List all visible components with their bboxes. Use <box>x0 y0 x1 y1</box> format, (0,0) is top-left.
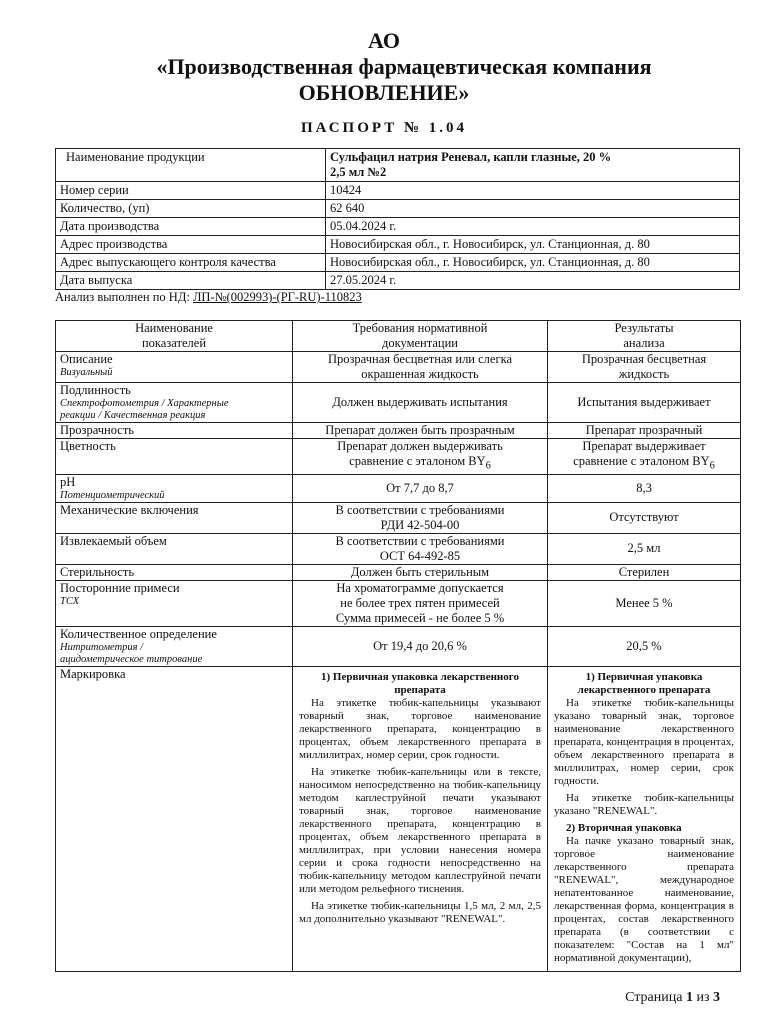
page-number: 1 <box>685 990 693 1005</box>
info-value <box>326 149 740 182</box>
indicator-name: Прозрачность <box>56 423 293 439</box>
result-cell <box>548 352 741 383</box>
requirement-text: В соответствии с требованиями <box>335 502 505 517</box>
analysis-row-assay <box>56 626 741 666</box>
indicator-method: ацидометрическое титрование <box>60 653 203 665</box>
requirement-text <box>297 454 543 474</box>
header-text: документации <box>382 336 458 350</box>
result-cell: Испытания выдерживает <box>548 383 741 423</box>
marking-paragraph: На этикетке тюбик-капельницы указано товарный знак, торговое наименование лекарственного препарата, концентрация в процентах, объем лекарственного препарата в миллилитрах, номер серии, срок годности. <box>554 696 734 787</box>
requirement-cell <box>293 666 548 971</box>
indicator-method: ТСХ <box>60 595 80 607</box>
indicator-name: Стерильность <box>56 564 293 580</box>
analysis-row-color <box>56 439 741 475</box>
marking-heading: 1) Первичная упаковка лекарственного препарата <box>577 670 711 696</box>
result-cell: 2,5 мл <box>548 533 741 564</box>
indicator-method: реакции / Качественная реакция <box>60 410 206 421</box>
indicator-name: Посторонние примеси <box>60 580 180 595</box>
requirement-text: окрашенная жидкость <box>361 367 479 381</box>
analysis-row-clarity <box>56 423 741 439</box>
header-requirements <box>293 321 548 352</box>
info-value: 10424 <box>326 182 740 200</box>
requirement-text: В соответствии с требованиями <box>335 533 505 548</box>
result-cell <box>548 439 741 475</box>
result-text: Препарат выдерживает <box>582 439 706 453</box>
result-text: жидкость <box>618 367 670 381</box>
info-label: Дата производства <box>56 218 326 236</box>
result-cell: Стерилен <box>548 564 741 580</box>
marking-paragraph: На этикетке тюбик-капельницы указано "RENEWAL". <box>554 791 734 817</box>
requirement-cell <box>293 439 548 475</box>
footer-text: Страница <box>625 990 686 1005</box>
header-results <box>548 321 741 352</box>
product-name: Сульфацил натрия Реневал, капли глазные, 20 % <box>330 150 612 164</box>
standard-text: сравнение с эталоном BY <box>573 454 710 468</box>
header-text: Требования нормативной <box>352 321 488 335</box>
indicator-name: Количественное определение <box>60 626 217 641</box>
marking-paragraph: На пачке указано товарный знак, торговое наименование лекарственного препарата "RENEWAL", международное непатентованное наименование, лекарственная форма, концентрация в процентах, состав лекарственного препарата (в соответствии с показателем: "Состав на 1 мл" нормативной документации), <box>554 834 734 964</box>
product-pack: 2,5 мл №2 <box>330 165 387 179</box>
analysis-row-description <box>56 352 741 383</box>
standard-subscript: 6 <box>709 460 715 472</box>
info-row <box>56 236 740 254</box>
marking-heading: 1) Первичная упаковка лекарственного препарата <box>321 670 519 696</box>
result-cell <box>548 666 741 971</box>
marking-paragraph: На этикетке тюбик-капельницы или в тексте, наносимом непосредственно на тюбик-капельницу методом каплеструйной печати указывают товарный знак, торговое наименование лекарственного препарата, концентрацию в процентах, объем лекарственного препарата в миллилитрах, при условии нанесения номера серии и срока годности непосредственно на тюбик-капельницу методом каплеструйной печати или методом рельефного тиснения. <box>299 765 541 895</box>
info-row <box>56 149 740 182</box>
info-label: Адрес производства <box>56 236 326 254</box>
info-value: Новосибирская обл., г. Новосибирск, ул. Станционная, д. 80 <box>326 254 740 272</box>
passport-title: ПАСПОРТ № 1.04 <box>300 120 468 136</box>
result-cell: 20,5 % <box>548 626 741 666</box>
info-row <box>56 200 740 218</box>
result-text <box>552 454 736 474</box>
requirement-text: Препарат должен выдерживать <box>337 439 503 453</box>
product-info-table <box>55 148 740 290</box>
indicator-name: Механические включения <box>56 502 293 533</box>
requirement-text: РДИ 42-504-00 <box>380 517 460 532</box>
header-text: анализа <box>623 336 665 350</box>
header-text: показателей <box>141 336 207 350</box>
result-cell: 8,3 <box>548 474 741 502</box>
indicator-cell <box>56 580 293 626</box>
indicator-cell <box>56 352 293 383</box>
standard-subscript: 6 <box>485 460 491 472</box>
analysis-row-mechanical <box>56 502 741 533</box>
requirement-text: не более трех пятен примесей <box>340 595 500 610</box>
indicator-cell <box>56 626 293 666</box>
indicator-method: Визуальный <box>60 367 113 378</box>
result-text: Прозрачная бесцветная <box>581 352 707 366</box>
analysis-row-sterility <box>56 564 741 580</box>
requirement-cell: Должен выдерживать испытания <box>293 383 548 423</box>
analysis-row-volume <box>56 533 741 564</box>
analysis-table <box>55 320 741 972</box>
indicator-method: Спектрофотометрия / Характерные <box>60 398 229 409</box>
analysis-row-ph <box>56 474 741 502</box>
indicator-name: Подлинность <box>60 383 131 397</box>
company-name-line1: «Производственная фармацевтическая компания <box>156 54 652 79</box>
company-form: АО <box>368 28 400 53</box>
requirement-cell <box>293 352 548 383</box>
analysis-row-impurities <box>56 580 741 626</box>
indicator-name: Маркировка <box>56 666 293 971</box>
nd-prefix: Анализ выполнен по НД: <box>55 290 193 304</box>
requirement-text: На хроматограмме допускается <box>336 580 504 595</box>
requirement-cell: Должен быть стерильным <box>293 564 548 580</box>
requirement-text: ОСТ 64-492-85 <box>379 548 461 563</box>
page-footer <box>625 990 720 1006</box>
info-value: Новосибирская обл., г. Новосибирск, ул. Станционная, д. 80 <box>326 236 740 254</box>
info-row <box>56 218 740 236</box>
indicator-method: Потенциометрический <box>60 489 165 501</box>
header-text: Результаты <box>614 321 674 335</box>
header-text: Наименование <box>135 321 213 335</box>
requirement-cell: Препарат должен быть прозрачным <box>293 423 548 439</box>
indicator-method: Нитритометрия / <box>60 641 144 653</box>
indicator-cell <box>56 474 293 502</box>
indicator-name: Описание <box>60 352 113 366</box>
indicator-name: Цветность <box>56 439 293 475</box>
info-label: Номер серии <box>56 182 326 200</box>
info-value: 62 640 <box>326 200 740 218</box>
result-cell: Менее 5 % <box>548 580 741 626</box>
result-cell: Отсутствуют <box>548 502 741 533</box>
footer-text: из <box>692 990 713 1005</box>
info-row <box>56 182 740 200</box>
info-label: Количество, (уп) <box>56 200 326 218</box>
info-value: 27.05.2024 г. <box>326 272 740 290</box>
indicator-cell <box>56 383 293 423</box>
requirement-cell <box>293 533 548 564</box>
analysis-row-authenticity <box>56 383 741 423</box>
header-indicator <box>56 321 293 352</box>
info-row <box>56 254 740 272</box>
info-value: 05.04.2024 г. <box>326 218 740 236</box>
requirement-cell <box>293 580 548 626</box>
info-row <box>56 272 740 290</box>
marking-paragraph: На этикетке тюбик-капельницы 1,5 мл, 2 мл, 2,5 мл дополнительно указывают "RENEWAL". <box>299 899 541 925</box>
standard-text: сравнение с эталоном BY <box>349 454 486 468</box>
marking-heading: 2) Вторичная упаковка <box>566 821 682 834</box>
requirement-cell <box>293 502 548 533</box>
requirement-text: Сумма примесей - не более 5 % <box>335 610 505 625</box>
result-cell: Препарат прозрачный <box>548 423 741 439</box>
nd-reference <box>55 290 362 305</box>
page-total: 3 <box>713 990 720 1005</box>
marking-paragraph: На этикетке тюбик-капельницы указывают товарный знак, торговое наименование лекарственного препарата, концентрацию в процентах, объем лекарственного препарата в миллилитрах, номер серии, срок годности. <box>299 696 541 761</box>
analysis-header-row <box>56 321 741 352</box>
nd-code: ЛП-№(002993)-(РГ-RU)-110823 <box>192 290 362 304</box>
info-label: Дата выпуска <box>56 272 326 290</box>
company-name-line2: ОБНОВЛЕНИЕ» <box>298 80 470 105</box>
requirement-cell: От 7,7 до 8,7 <box>293 474 548 502</box>
indicator-name: Извлекаемый объем <box>56 533 293 564</box>
analysis-row-marking <box>56 666 741 971</box>
info-label: Адрес выпускающего контроля качества <box>56 254 326 272</box>
requirement-text: Прозрачная бесцветная или слегка <box>327 352 513 366</box>
document-header <box>0 28 768 106</box>
requirement-cell: От 19,4 до 20,6 % <box>293 626 548 666</box>
indicator-name: pH <box>60 474 76 489</box>
info-label: Наименование продукции <box>56 149 326 182</box>
